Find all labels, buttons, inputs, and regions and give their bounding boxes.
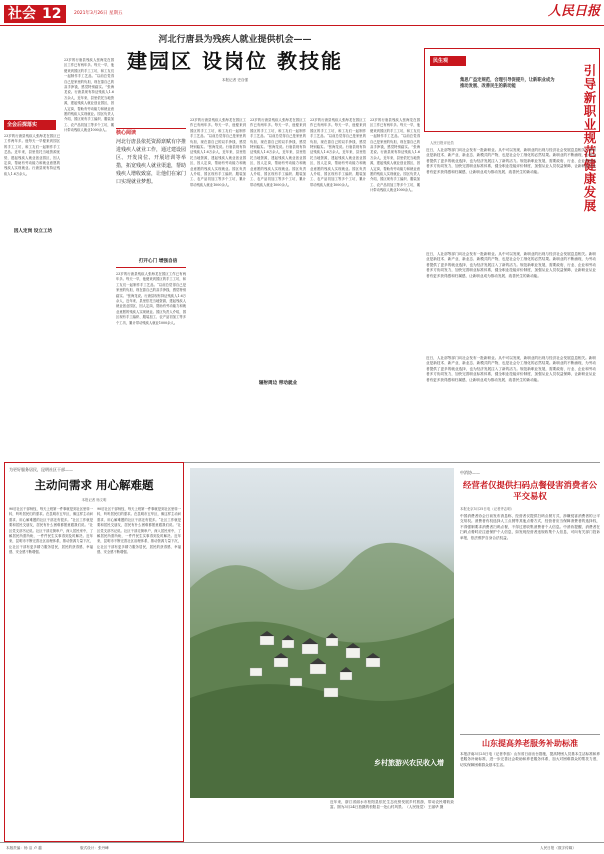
masthead: [0, 0, 604, 26]
lead-section-2: [128, 258, 188, 265]
page-number: 12: [42, 6, 62, 22]
landscape-illustration: [190, 468, 454, 798]
footer-editor: 本版责编：杨 洁 卢 越: [6, 846, 42, 850]
news2-body: 本报济南3月25日电（记者李蕊）山东省日前出台措施，提高特困人员基本生活标准和养老服务补助标准，进一步完善社会救助和养老服务体系，加大对困难群众的帮扶力度，切实保障困难群众基本生活。: [460, 752, 600, 767]
news1-byline: 本报北京3月25日电（记者齐志明）: [460, 507, 514, 511]
right-column: [424, 48, 600, 458]
lead-section-3: [248, 380, 308, 387]
photo-caption-text: 近年来，浙江省丽水市松阳县依托生态优势发展乡村旅游，带动农民增收致富。图为3月24日拍摄的松阳县一处山村风景。（人民视觉）: [330, 800, 454, 809]
lead-title: 建园区 设岗位 教技能: [127, 49, 343, 73]
masthead-rule: [0, 25, 604, 26]
photo-caption: [330, 800, 454, 834]
news1-body: 中国消费者协会日前发布消息称，经营者仅提供扫码点餐方式，涉嫌侵害消费者的公平交易权。消费者有权选择人工点餐等其他点餐方式，经营者应当保障消费者的选择权，不得强制要求消费者扫码点餐，不得过度收集消费者个人信息。中消协提醒，消费者在扫码点餐时应注意保护个人信息，如发现经营者违规收集个人信息，可向有关部门投诉举报，依法维护自身合法权益。: [460, 514, 600, 540]
opinion-vertical-title: 引导新职业规范健康发展: [582, 64, 597, 213]
feature-byline: 本报记者 杨文明: [81, 498, 107, 502]
opinion-badge-text: 民生观: [433, 58, 449, 64]
left-box-badge: [4, 120, 56, 130]
left-box-badge-text: 全会后探落实: [7, 122, 38, 128]
feature-kicker: 为更好服务居民，昆明社区干部——: [9, 467, 73, 472]
news2-title: 山东提高养老服务补助标准: [482, 738, 578, 748]
lead-body-col-1: 23岁的行唐县残疾人张海龙在园区工作已有两年多。每天一早，他便来到园区的手工工坊，和工友们一起制作手工艺品。“以前总觉得自己是家里的负担，现在靠自己的双手挣钱，感觉特别踏实。”张海龙说。行唐县现有持证残疾人1.6万余人，近年来，县里依托当地资源，建起残疾人就业创业园区，因人定岗，帮助有劳动能力和就业意愿的残疾人实现就业。园区负责人介绍，园区现有手工编织、服装加工、农产品初加工等多个工坊，累计带动残疾人就业1000余人。: [64, 58, 114, 133]
section-badge: [4, 5, 66, 23]
photo-credit: 王丽华 摄: [427, 805, 444, 809]
left-box: [4, 120, 62, 460]
footer-copyright: 人民日报（数字传媒）: [540, 846, 576, 850]
news-item-1: [460, 470, 600, 732]
issue-date: 2021年3月26日 星期五: [74, 11, 123, 16]
lead-body-col-3: 23岁的行唐县残疾人张海龙在园区工作已有两年多。每天一早，他便来到园区的手工工坊，和工友们一起制作手工艺品。“以前总觉得自己是家里的负担，现在靠自己的双手挣钱，感觉特别踏实。”张海龙说。行唐县现有持证残疾人1.6万余人，近年来，县里依托当地资源，建起残疾人就业创业园区，因人定岗，帮助有劳动能力和就业意愿的残疾人实现就业。园区负责人介绍，园区现有手工编织、服装加工、农产品初加工等多个工坊，累计带动残疾人就业1000余人。: [190, 118, 246, 187]
opinion-body-3: 近日，人社部等部门向社会发布一批新职业。从中可以发现，新职业的出现与经济社会发展息息相关。新职业是新技术、新产业、新业态、新模式的产物，也是社会分工细化的必然结果。新职业的不断涌现，为劳动者提供了更多的就业选择，也为经济发展注入了新的活力。规范新职业发展，需要政府、行业、企业和劳动者多方协同发力，加快完善职业标准体系，健全职业技能评价制度，加强从业人员权益保障，让新职业从业者有更多获得感和归属感，让新职业成为推动发展、改善民生的新动能。: [426, 356, 596, 382]
lead-body-col-6: 23岁的行唐县残疾人张海龙在园区工作已有两年多。每天一早，他便来到园区的手工工坊，和工友们一起制作手工艺品。“以前总觉得自己是家里的负担，现在靠自己的双手挣钱，感觉特别踏实。”张海龙说。行唐县现有持证残疾人1.6万余人，近年来，县里依托当地资源，建起残疾人就业创业园区，因人定岗，帮助有劳动能力和就业意愿的残疾人实现就业。园区负责人介绍，园区现有手工编织、服装加工、农产品初加工等多个工坊，累计带动残疾人就业1000余人。: [370, 118, 420, 193]
lead-body-col-2: 23岁的行唐县残疾人张海龙在园区工作已有两年多。每天一早，他便来到园区的手工工坊，和工友们一起制作手工艺品。“以前总觉得自己是家里的负担，现在靠自己的双手挣钱，感觉特别踏实。”张海龙说。行唐县现有持证残疾人1.6万余人，近年来，县里依托当地资源，建起残疾人就业创业园区，因人定岗，帮助有劳动能力和就业意愿的残疾人实现就业。园区负责人介绍，园区现有手工编织、服装加工、农产品初加工等多个工坊，累计带动残疾人就业1000余人。: [116, 272, 186, 325]
footer: [0, 842, 604, 854]
opinion-body-2: 近日，人社部等部门向社会发布一批新职业。从中可以发现，新职业的出现与经济社会发展息息相关。新职业是新技术、新产业、新业态、新模式的产物，也是社会分工细化的必然结果。新职业的不断涌现，为劳动者提供了更多的就业选择，也为经济发展注入了新的活力。规范新职业发展，需要政府、行业、企业和劳动者多方协同发力，加快完善职业标准体系，健全职业技能评价制度，加强从业人员权益保障，让新职业从业者有更多获得感和归属感，让新职业成为推动发展、改善民生的新动能。: [426, 252, 596, 278]
lead-body-col-4: 23岁的行唐县残疾人张海龙在园区工作已有两年多。每天一早，他便来到园区的手工工坊，和工友们一起制作手工艺品。“以前总觉得自己是家里的负担，现在靠自己的双手挣钱，感觉特别踏实。”张海龙说。行唐县现有持证残疾人1.6万余人，近年来，县里依托当地资源，建起残疾人就业创业园区，因人定岗，帮助有劳动能力和就业意愿的残疾人实现就业。园区负责人介绍，园区现有手工编织、服装加工、农产品初加工等多个工坊，累计带动残疾人就业1000余人。: [250, 118, 306, 187]
news-divider: [460, 734, 600, 735]
landscape-photo: [190, 468, 454, 798]
feature-story: [4, 462, 184, 842]
lead-kicker: 河北行唐县为残疾人就业提供机会——: [158, 35, 312, 45]
feature-body-2: 90后社区干部杨钰，每天上班第一件事就是到社区里转一转，听听居民们的需求。在昆明市五华区，像这样主动问需求、用心解难题的社区干部还有很多。“社区工作就是要和居民交朋友，居民有什么困难都愿意跟我们说。”社区党支部书记说。社区干部走街串户，深入居民家中，了解居民所需所盼，一件件民生实事得到及时解决。近年来，昆明市不断完善社区治理体系，推动资源力量下沉，让社区干部有更多精力服务居民，居民的获得感、幸福感、安全感不断增强。: [97, 507, 181, 555]
left-box-text: 23岁的行唐县残疾人张海龙在园区已工作两年多。他每天一早便来到园区的手工工坊，和工友们一起制作手工艺品。近年来，县里依托当地资源优势，建起残疾人就业创业园区，因人定岗，帮助有劳动能力和就业意愿的残疾人实现就业。行唐县现有持证残疾人1.6万余人。: [4, 134, 60, 176]
lead-section-1-title: 因人定岗 设立工坊: [13, 229, 53, 234]
news1-kicker: 中消协——: [460, 470, 480, 475]
core-reading-label: 核心阅读: [116, 130, 137, 136]
opinion-summary: 集思广益定规范，合理引导促提升，让新职业成为推动发展、改善民生的新动能: [460, 78, 555, 89]
lead-section-1: [4, 228, 62, 235]
feature-body-1: 90后社区干部杨钰，每天上班第一件事就是到社区里转一转，听听居民们的需求。在昆明市五华区，像这样主动问需求、用心解难题的社区干部还有很多。“社区工作就是要和居民交朋友，居民有什么困难都愿意跟我们说。”社区党支部书记说。社区干部走街串户，深入居民家中，了解居民所需所盼，一件件民生实事得到及时解决。近年来，昆明市不断完善社区治理体系，推动资源力量下沉，让社区干部有更多精力服务居民，居民的获得感、幸福感、安全感不断增强。: [9, 507, 93, 555]
photo-title: 乡村旅游兴农民收入增: [374, 758, 444, 767]
opinion-author: 人民日报评论员: [430, 141, 454, 145]
newspaper-logo: 人民日报: [548, 4, 601, 19]
footer-design: 版式设计：张丹峰: [80, 846, 109, 850]
lead-section-2-title: 打开心门 增强自信: [138, 259, 178, 264]
opinion-body-1: 近日，人社部等部门向社会发布一批新职业。从中可以发现，新职业的出现与经济社会发展息息相关。新职业是新技术、新产业、新业态、新模式的产物，也是社会分工细化的必然结果。新职业的不断涌现，为劳动者提供了更多的就业选择，也为经济发展注入了新的活力。规范新职业发展，需要政府、行业、企业和劳动者多方协同发力，加快完善职业标准体系，健全职业技能评价制度，加强从业人员权益保障，让新职业从业者有更多获得感和归属感，让新职业成为推动发展、改善民生的新动能。: [426, 148, 596, 174]
lead-byline: 本报记者 史自强: [221, 78, 249, 82]
core-reading-text: 河北行唐县依托资源禀赋有序推进残疾人就业工作，通过建设园区、开发岗位、开展培训等举措，拓宽残疾人就业渠道，帮助残疾人增收致富，让他们在家门口实现就业梦想。: [116, 139, 186, 185]
news-item-2: [460, 738, 600, 838]
lead-body-col-5: 23岁的行唐县残疾人张海龙在园区工作已有两年多。每天一早，他便来到园区的手工工坊，和工友们一起制作手工艺品。“以前总觉得自己是家里的负担，现在靠自己的双手挣钱，感觉特别踏实。”张海龙说。行唐县现有持证残疾人1.6万余人，近年来，县里依托当地资源，建起残疾人就业创业园区，因人定岗，帮助有劳动能力和就业意愿的残疾人实现就业。园区负责人介绍，园区现有手工编织、服装加工、农产品初加工等多个工坊，累计带动残疾人就业1000余人。: [310, 118, 366, 187]
feature-title: 主动问需求 用心解难题: [34, 478, 154, 492]
news1-title: 经营者仅提供扫码点餐侵害消费者公平交易权: [463, 480, 597, 501]
opinion-badge: [430, 56, 466, 66]
section-name: 社会: [8, 6, 36, 22]
core-reading-box: [116, 128, 186, 268]
lead-section-3-title: 辐射周边 带动就业: [258, 381, 298, 386]
